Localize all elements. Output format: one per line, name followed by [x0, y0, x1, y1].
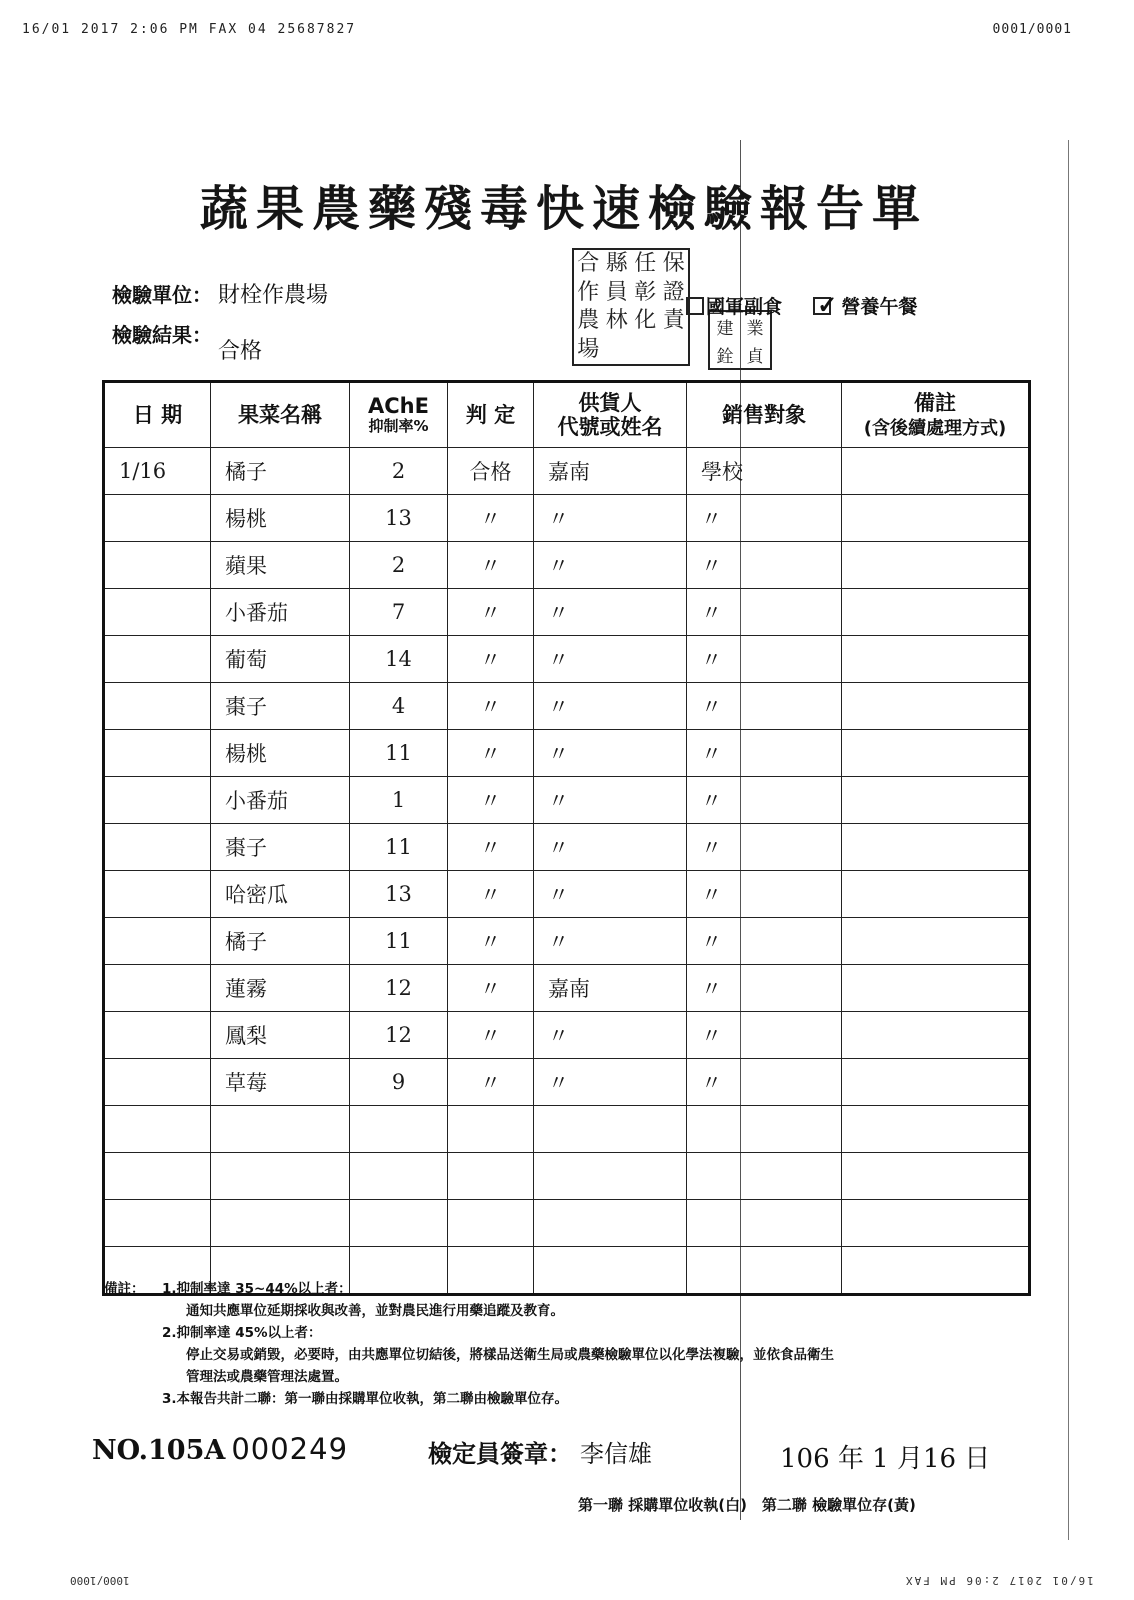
- table-row: [104, 636, 1030, 683]
- cell-supplier: [534, 1153, 687, 1200]
- cell-remarks: [842, 495, 1030, 542]
- cell-name: 哈密瓜: [211, 871, 350, 918]
- cell-ache: 12: [350, 965, 448, 1012]
- table-row: [104, 448, 1030, 495]
- cell-remarks: [842, 542, 1030, 589]
- seal-char: 化: [634, 308, 657, 334]
- cell-remarks: [842, 730, 1030, 777]
- report-number-label: NO.105A: [92, 1435, 226, 1466]
- cell-date: [104, 1153, 211, 1200]
- cell-judge: [448, 1106, 534, 1153]
- cell-sales: 〃: [687, 636, 842, 683]
- col-date-header: 日 期: [104, 382, 211, 448]
- table-row: [104, 777, 1030, 824]
- cell-date: [104, 636, 211, 683]
- check-mark-icon: ✓: [817, 290, 838, 319]
- cell-judge: 〃: [448, 636, 534, 683]
- signer-label: 檢定員簽章：: [428, 1440, 572, 1468]
- cell-remarks: [842, 1106, 1030, 1153]
- table-row: [104, 495, 1030, 542]
- cell-judge: 〃: [448, 1059, 534, 1106]
- cell-date: [104, 824, 211, 871]
- ache-sub-label: 抑制率%: [368, 417, 429, 436]
- cell-date: [104, 965, 211, 1012]
- cell-name: 草莓: [211, 1059, 350, 1106]
- cell-date: [104, 1106, 211, 1153]
- fax-header: 16/01 2017 2:06 PM FAX 04 25687827: [22, 22, 357, 37]
- cell-sales: 〃: [687, 965, 842, 1012]
- cell-judge: 〃: [448, 730, 534, 777]
- cell-ache: 13: [350, 871, 448, 918]
- seal-char: 農: [577, 308, 600, 334]
- fax-footer-header: 16/01 2017 2:06 PM FAX: [904, 1574, 1094, 1587]
- cell-date: [104, 777, 211, 824]
- cell-remarks: [842, 589, 1030, 636]
- cell-remarks: [842, 1012, 1030, 1059]
- seal-char: 證: [662, 279, 685, 305]
- personal-seal: [708, 310, 772, 370]
- table-row: [104, 683, 1030, 730]
- cell-sales: 〃: [687, 1012, 842, 1059]
- cell-remarks: [842, 636, 1030, 683]
- cell-sales: 〃: [687, 918, 842, 965]
- col-remarks-header: [842, 382, 1030, 448]
- cell-remarks: [842, 1200, 1030, 1247]
- cell-ache: 2: [350, 542, 448, 589]
- cell-sales: [687, 1153, 842, 1200]
- cell-name: 橘子: [211, 918, 350, 965]
- report-number: [92, 1432, 348, 1466]
- cell-date: [104, 730, 211, 777]
- report-date: 106 年 1 月16 日: [780, 1444, 991, 1474]
- copies-note: 第一聯 採購單位收執(白) 第二聯 檢驗單位存(黃): [578, 1496, 916, 1514]
- cell-sales: [687, 1200, 842, 1247]
- cell-ache: 4: [350, 683, 448, 730]
- ache-label: AChE: [368, 394, 429, 419]
- cell-judge: 〃: [448, 683, 534, 730]
- cell-date: [104, 1059, 211, 1106]
- cell-remarks: [842, 871, 1030, 918]
- cell-judge: [448, 1200, 534, 1247]
- seal-char: 貞: [746, 346, 764, 367]
- seal-char: 業: [746, 318, 764, 339]
- cell-name: [211, 1106, 350, 1153]
- table-row: [104, 965, 1030, 1012]
- cell-ache: 11: [350, 824, 448, 871]
- cell-supplier: 〃: [534, 871, 687, 918]
- cell-ache: 13: [350, 495, 448, 542]
- table-row: [104, 1200, 1030, 1247]
- table-row: [104, 1153, 1030, 1200]
- cell-date: [104, 495, 211, 542]
- seal-char: 場: [577, 336, 600, 362]
- inspection-result: [112, 318, 263, 364]
- cell-sales: 〃: [687, 495, 842, 542]
- cell-date: [104, 683, 211, 730]
- cell-sales: 〃: [687, 589, 842, 636]
- cell-judge: 〃: [448, 542, 534, 589]
- cell-name: 小番茄: [211, 589, 350, 636]
- col-name-header: 果菜名稱: [211, 382, 350, 448]
- fax-footer-page: 1000/1000: [70, 1574, 130, 1587]
- fax-page-number: 0001/0001: [992, 22, 1072, 37]
- col-supplier-header: [534, 382, 687, 448]
- cell-sales: 〃: [687, 777, 842, 824]
- table-row: [104, 730, 1030, 777]
- table-row: [104, 824, 1030, 871]
- cell-name: 棗子: [211, 824, 350, 871]
- cell-name: 棗子: [211, 683, 350, 730]
- cell-supplier: 嘉南: [534, 965, 687, 1012]
- cell-supplier: [534, 1106, 687, 1153]
- cell-remarks: [842, 683, 1030, 730]
- cell-name: 鳳梨: [211, 1012, 350, 1059]
- note-2-detail-cont: 管理法或農藥管理法處置。: [186, 1369, 348, 1385]
- cell-ache: 11: [350, 918, 448, 965]
- cell-ache: 11: [350, 730, 448, 777]
- cell-supplier: 〃: [534, 683, 687, 730]
- cell-supplier: 〃: [534, 1012, 687, 1059]
- cell-sales: 〃: [687, 730, 842, 777]
- notes-section: [104, 1278, 1064, 1410]
- seal-char: 林: [605, 308, 628, 334]
- cell-judge: 〃: [448, 1012, 534, 1059]
- cell-name: 楊桃: [211, 495, 350, 542]
- remarks-sub-label: (含後續處理方式): [863, 417, 1007, 439]
- cell-sales: 〃: [687, 824, 842, 871]
- table-row: [104, 918, 1030, 965]
- note-2: 2.抑制率達 45%以上者：: [162, 1325, 322, 1341]
- inspection-unit-label: 檢驗單位：: [112, 283, 212, 307]
- table-row: [104, 1106, 1030, 1153]
- seal-char: 銓: [716, 346, 734, 367]
- cell-name: [211, 1200, 350, 1247]
- cell-supplier: 〃: [534, 777, 687, 824]
- signer-value: 李信雄: [580, 1440, 652, 1468]
- cell-remarks: [842, 824, 1030, 871]
- scan-line: [1068, 140, 1069, 1540]
- military-checkbox[interactable]: [686, 297, 704, 315]
- cell-name: 橘子: [211, 448, 350, 495]
- cell-ache: 9: [350, 1059, 448, 1106]
- table-header-row: [104, 382, 1030, 448]
- cell-name: 蓮霧: [211, 965, 350, 1012]
- cell-name: [211, 1153, 350, 1200]
- seal-char: 員: [605, 279, 628, 305]
- cell-judge: 〃: [448, 777, 534, 824]
- cell-remarks: [842, 1153, 1030, 1200]
- cell-sales: 學校: [687, 448, 842, 495]
- table-row: [104, 1012, 1030, 1059]
- report-title: 蔬果農藥殘毒快速檢驗報告單: [200, 181, 929, 237]
- seal-char: 建: [716, 318, 734, 339]
- cell-ache: 7: [350, 589, 448, 636]
- cell-judge: 〃: [448, 965, 534, 1012]
- cell-remarks: [842, 965, 1030, 1012]
- cell-ache: [350, 1200, 448, 1247]
- cell-date: [104, 542, 211, 589]
- note-3: 3.本報告共計二聯：第一聯由採購單位收執，第二聯由檢驗單位存。: [162, 1391, 569, 1407]
- table-row: [104, 871, 1030, 918]
- cell-judge: 〃: [448, 871, 534, 918]
- cell-supplier: 〃: [534, 542, 687, 589]
- seal-char: 作: [577, 279, 600, 305]
- cell-name: 小番茄: [211, 777, 350, 824]
- cell-judge: 〃: [448, 589, 534, 636]
- inspection-unit-value: 財栓作農場: [218, 283, 329, 308]
- inspector-signature: [428, 1434, 652, 1469]
- cell-date: [104, 918, 211, 965]
- cell-supplier: 嘉南: [534, 448, 687, 495]
- cell-ache: 14: [350, 636, 448, 683]
- col-judge-header: 判 定: [448, 382, 534, 448]
- cell-date: [104, 871, 211, 918]
- supplier-sub-label: 代號或姓名: [557, 415, 663, 439]
- remarks-label: 備註: [914, 390, 956, 415]
- supplier-label: 供貨人: [578, 390, 642, 415]
- cell-sales: [687, 1106, 842, 1153]
- seal-char: 彰: [634, 279, 657, 305]
- note-1-detail: 通知共應單位延期採收與改善，並對農民進行用藥追蹤及教育。: [186, 1303, 564, 1319]
- cell-sales: 〃: [687, 871, 842, 918]
- cell-ache: 1: [350, 777, 448, 824]
- cell-remarks: [842, 777, 1030, 824]
- cell-supplier: 〃: [534, 918, 687, 965]
- table-row: [104, 1059, 1030, 1106]
- cell-judge: 合格: [448, 448, 534, 495]
- inspection-unit: [112, 278, 328, 309]
- cell-remarks: [842, 448, 1030, 495]
- inspection-result-label: 檢驗結果：: [112, 323, 212, 347]
- cell-ache: 12: [350, 1012, 448, 1059]
- inspection-table: [102, 380, 1031, 1296]
- cell-date: 1/16: [104, 448, 211, 495]
- cell-supplier: [534, 1200, 687, 1247]
- col-sales-header: 銷售對象: [687, 382, 842, 448]
- cell-ache: 2: [350, 448, 448, 495]
- cell-date: [104, 1200, 211, 1247]
- seal-char: 保: [662, 251, 685, 277]
- cell-supplier: 〃: [534, 1059, 687, 1106]
- note-1: 1.抑制率達 35~44%以上者：: [162, 1281, 352, 1297]
- cell-ache: [350, 1106, 448, 1153]
- table-row: [104, 542, 1030, 589]
- cell-remarks: [842, 918, 1030, 965]
- notes-label: 備註：: [104, 1281, 145, 1297]
- cell-judge: 〃: [448, 918, 534, 965]
- cell-supplier: 〃: [534, 495, 687, 542]
- seal-char: 縣: [605, 251, 628, 277]
- seal-char: 責: [662, 308, 685, 334]
- cell-sales: 〃: [687, 542, 842, 589]
- cell-date: [104, 1012, 211, 1059]
- cell-sales: 〃: [687, 683, 842, 730]
- cell-supplier: 〃: [534, 824, 687, 871]
- report-number-value: 000249: [231, 1432, 349, 1466]
- cell-supplier: 〃: [534, 636, 687, 683]
- col-ache-header: [350, 382, 448, 448]
- cell-remarks: [842, 1059, 1030, 1106]
- cell-date: [104, 589, 211, 636]
- category-options: [686, 290, 917, 319]
- seal-char: 合: [577, 251, 600, 277]
- table-row: [104, 589, 1030, 636]
- note-2-detail: 停止交易或銷毀，必要時，由共應單位切結後，將樣品送衛生局或農藥檢驗單位以化學法複驗，並依食品衛生: [186, 1347, 834, 1363]
- cell-supplier: 〃: [534, 730, 687, 777]
- cell-name: 蘋果: [211, 542, 350, 589]
- inspection-result-value: 合格: [218, 339, 263, 364]
- cell-ache: [350, 1153, 448, 1200]
- official-seal: [572, 248, 690, 366]
- cell-sales: 〃: [687, 1059, 842, 1106]
- cell-judge: [448, 1153, 534, 1200]
- seal-char: 任: [634, 251, 657, 277]
- cell-judge: 〃: [448, 824, 534, 871]
- cell-judge: 〃: [448, 495, 534, 542]
- cell-supplier: 〃: [534, 589, 687, 636]
- nutrition-label: 營養午餐: [841, 296, 918, 318]
- cell-name: 葡萄: [211, 636, 350, 683]
- cell-name: 楊桃: [211, 730, 350, 777]
- military-label: 國軍副食: [706, 296, 783, 318]
